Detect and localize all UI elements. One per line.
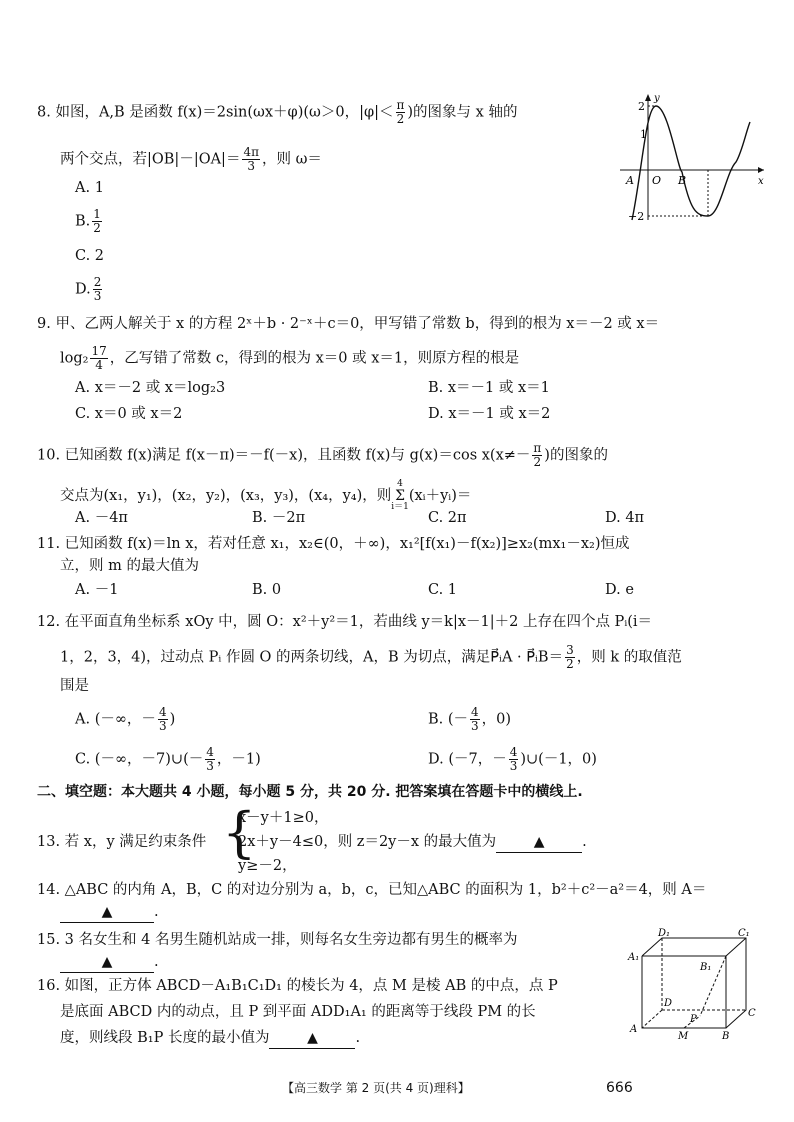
q11-option-c: C. 1 xyxy=(428,582,458,598)
q8-sine-graph xyxy=(618,92,766,224)
q12-stem-line3: 围是 xyxy=(60,678,89,694)
q8-tick-2: 2 xyxy=(638,100,645,113)
cube-label-c1: C₁ xyxy=(738,928,750,939)
section2-heading: 二、填空题：本大题共 4 小题，每小题 5 分，共 20 分. 把答案填在答题卡中的横线上. xyxy=(37,784,583,800)
q9-stem-line2: log₂ $\frac{17}{4}$ ，乙写错了常数 c，得到的根为 x＝0 或 x＝1，则原方程的根是 xyxy=(60,344,520,372)
q10-option-a: A. －4π xyxy=(75,510,128,526)
q8-tick-minus2: −2 xyxy=(628,210,645,223)
q8-option-c: C. 2 xyxy=(75,248,105,264)
q8-origin: O xyxy=(652,174,662,187)
cube-label-b: B xyxy=(722,1031,730,1040)
q9-option-b: B. x＝－1 或 x＝1 xyxy=(428,380,550,396)
q13-answer-blank[interactable]: ▲ xyxy=(496,832,582,853)
q11-stem-line1: 11. 已知函数 f(x)＝ln x，若对任意 x₁，x₂∈(0，＋∞)，x₁²[f(x₁)－f(x₂)]≥x₂(mx₁－x₂)恒成 xyxy=(37,536,630,552)
q11-option-b: B. 0 xyxy=(252,582,282,598)
q16-stem-line1: 16. 如图，正方体 ABCD－A₁B₁C₁D₁ 的棱长为 4，点 M 是棱 AB 的中点，点 P xyxy=(37,978,558,994)
q9-stem-line1: 9. 甲、乙两人解关于 x 的方程 2ˣ＋b · 2⁻ˣ＋c＝0，甲写错了常数 b，得到的根为 x＝－2 或 x＝ xyxy=(37,316,660,332)
q13-brace: { xyxy=(222,801,257,864)
q8-stem-line2: 两个交点，若|OB|－|OA|＝ $\frac{4\pi}{3}$ ，则 ω＝ xyxy=(60,145,322,173)
cube-label-m: M xyxy=(678,1031,689,1040)
q15-answer-blank[interactable]: ▲ xyxy=(60,952,154,973)
cube-label-p: P xyxy=(690,1014,697,1025)
q13-prefix: 13. 若 x，y 满足约束条件 xyxy=(37,834,207,850)
cube-label-d1: D₁ xyxy=(658,928,671,939)
q14-stem: 14. △ABC 的内角 A，B，C 的对边分别为 a，b，c，已知△ABC 的面积为 1，b²＋c²－a²＝4，则 A＝ xyxy=(37,882,707,898)
q11-stem-line2: 立，则 m 的最大值为 xyxy=(60,558,199,574)
q10-stem-line2: 交点为(x₁，y₁)，(x₂，y₂)，(x₃，y₃)，(x₄，y₄)，则 4 Σ i＝1 (xᵢ＋yᵢ)＝ xyxy=(60,479,472,512)
q12-stem-line2: 1，2，3，4)，过动点 Pᵢ 作圆 O 的两条切线，A，B 为切点，满足P⃗ᵢA · P⃗ᵢB＝ $\frac{3}{2}$ ，则 k 的取值范 xyxy=(60,643,682,671)
q14-answer-line: ▲ . xyxy=(60,902,159,923)
q8-point-b: B xyxy=(678,174,687,187)
q8-4pi-over-3: $\frac{4\pi}{3}$ xyxy=(243,145,259,173)
q11-option-d: D. e xyxy=(605,582,634,598)
q8-y-label: y xyxy=(654,93,660,104)
q10-option-c: C. 2π xyxy=(428,510,467,526)
q10-stem-line1: 10. 已知函数 f(x)满足 f(x－π)＝－f(－x)，且函数 f(x)与 g(x)＝cos x(x≠－ $\frac{\pi}{2}$ )的图象的 xyxy=(37,441,608,469)
cube-label-a: A xyxy=(630,1024,638,1035)
q12-option-d: D. (－7，－ $\frac{4}{3}$ )∪(－1，0) xyxy=(428,745,597,773)
q8-option-b: B. $\frac{1}{2}$ xyxy=(75,207,101,235)
q10-option-b: B. －2π xyxy=(252,510,306,526)
q8-sine-curve xyxy=(632,106,750,220)
q8-option-d: D. $\frac{2}{3}$ xyxy=(75,275,102,303)
q12-option-b: B. (－ $\frac{4}{3}$ ，0) xyxy=(428,705,512,733)
q8-tick-1: 1 xyxy=(640,128,647,141)
q13-constraint-3: y≥－2， xyxy=(238,858,297,874)
q12-option-a: A. (－∞，－ $\frac{4}{3}$ ) xyxy=(75,705,176,733)
q16-stem-line2: 是底面 ABCD 内的动点，且 P 到平面 ADD₁A₁ 的距离等于线段 PM 的长 xyxy=(60,1004,536,1020)
cube-label-d: D xyxy=(664,998,673,1009)
footer-code: 666 xyxy=(606,1080,633,1096)
q8-x-label: x xyxy=(758,176,764,187)
q16-cube-figure xyxy=(626,928,766,1040)
q9-option-d: D. x＝－1 或 x＝2 xyxy=(428,406,551,422)
q9-option-a: A. x＝－2 或 x＝log₂3 xyxy=(75,380,226,396)
footer-page-info: 【高三数学 第 2 页(共 4 页)理科】 xyxy=(282,1081,470,1095)
cube-label-b1: B₁ xyxy=(700,962,712,973)
q15-stem: 15. 3 名女生和 4 名男生随机站成一排，则每名女生旁边都有男生的概率为 xyxy=(37,932,518,948)
q14-answer-blank[interactable]: ▲ xyxy=(60,902,154,923)
q12-option-c: C. (－∞，－7)∪(－ $\frac{4}{3}$ ，－1) xyxy=(75,745,261,773)
q12-stem-line1: 12. 在平面直角坐标系 xOy 中，圆 O：x²＋y²＝1，若曲线 y＝k|x－1|＋2 上存在四个点 Pᵢ(i＝ xyxy=(37,614,653,630)
q13-constraint-2: 2x＋y－4≤0，则 z＝2y－x 的最大值为 ▲ . xyxy=(238,832,587,853)
cube-label-a1: A₁ xyxy=(628,952,640,963)
q11-option-a: A. －1 xyxy=(75,582,119,598)
cube-label-c: C xyxy=(748,1008,756,1019)
q8-point-a: A xyxy=(626,174,634,187)
q10-option-d: D. 4π xyxy=(605,510,645,526)
q15-answer-line: ▲ . xyxy=(60,952,159,973)
q16-stem-line3: 度，则线段 B₁P 长度的最小值为 ▲ . xyxy=(60,1028,360,1049)
q16-answer-blank[interactable]: ▲ xyxy=(269,1028,355,1049)
q13-constraint-1: x－y＋1≥0， xyxy=(238,810,329,826)
q9-option-c: C. x＝0 或 x＝2 xyxy=(75,406,183,422)
q8-pi-over-2: $\frac{\pi}{2}$ xyxy=(396,98,405,126)
q8-option-a: A. 1 xyxy=(75,180,104,196)
q8-stem-line1: 8. 如图，A,B 是函数 f(x)＝2sin(ωx＋φ)(ω＞0，|φ|＜ $\frac{\pi}{2}$ )的图象与 x 轴的 xyxy=(37,98,518,126)
